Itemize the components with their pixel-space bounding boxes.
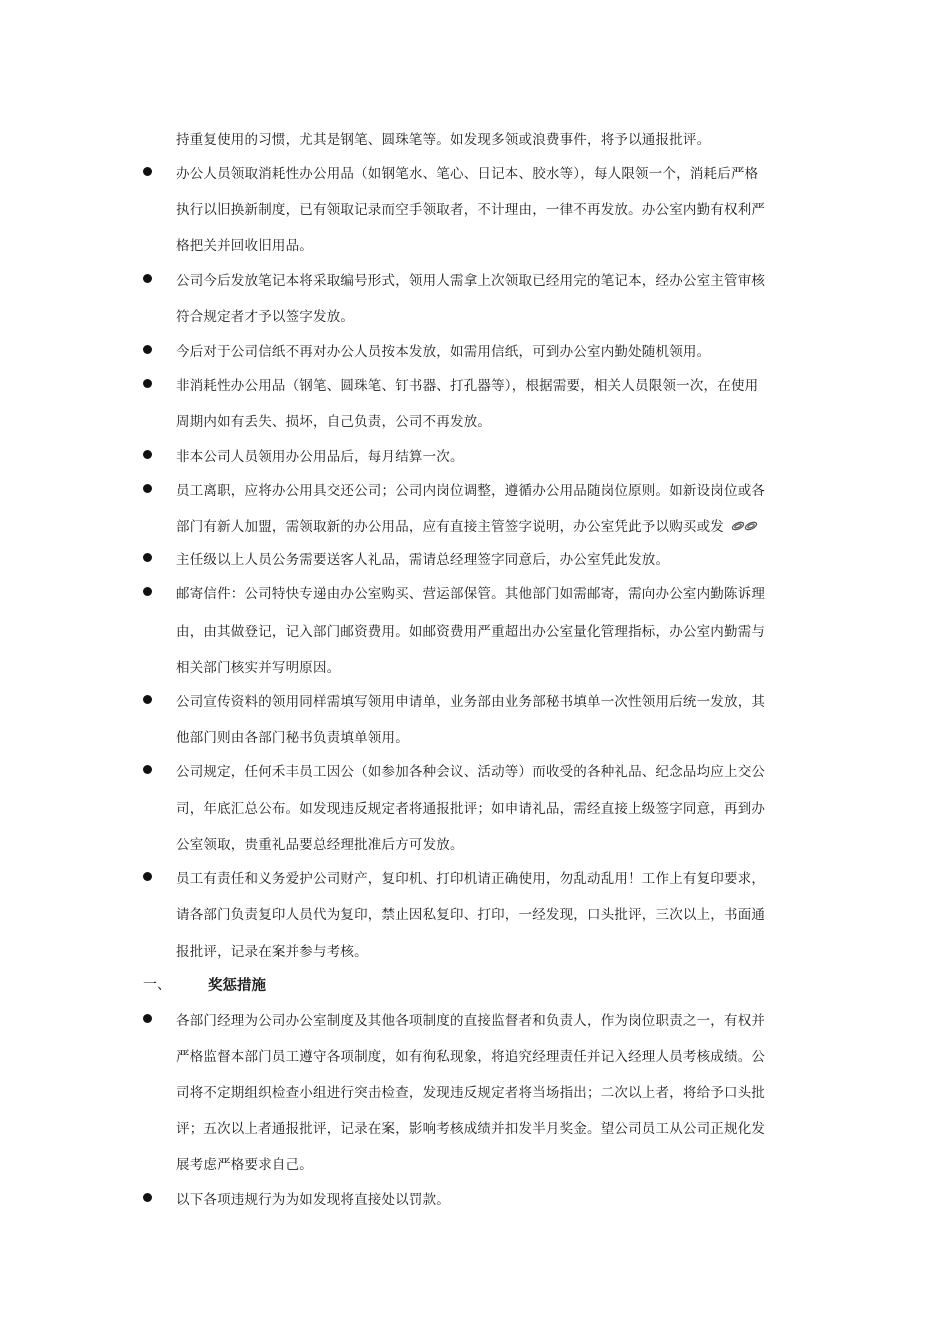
paragraph-line: 主任级以上人员公务需要送客人礼品，需请总经理签字同意后，办公室凭此发放。	[176, 552, 670, 568]
intro-line: 持重复使用的习惯，尤其是钢笔、圆珠笔等。如发现多领或浪费事件，将予以通报批评。	[176, 132, 711, 148]
paragraph-line: 严格监督本部门员工遵守各项制度，如有徇私现象，将追究经理责任并记入经理人员考核成绩。公	[176, 1049, 766, 1065]
paragraph-line: 评；五次以上者通报批评，记录在案，影响考核成绩并扣发半月奖金。望公司员工从公司正规化发	[176, 1121, 766, 1137]
paragraph-line: 部门有新人加盟，需领取新的办公用品，应有直接主管签字说明，办公室凭此予以购买或发	[176, 519, 724, 535]
bullet-marker	[143, 1193, 152, 1202]
paragraph-line: 公司规定，任何禾丰员工因公（如参加各种会议、活动等）而收受的各种礼品、纪念品均应上交公	[176, 764, 766, 780]
section-title: 奖惩措施	[208, 977, 266, 994]
bullet-marker	[143, 872, 152, 881]
paragraph-line: 以下各项违规行为为如发现将直接处以罚款。	[176, 1192, 450, 1208]
paragraph-line: 相关部门核实并写明原因。	[176, 660, 341, 676]
paragraph-line: 周期内如有丢失、损坏，自己负责，公司不再发放。	[176, 414, 492, 430]
paragraph-line: 他部门则由各部门秘书负责填单领用。	[176, 730, 409, 746]
paragraph-line: 执行以旧换新制度，已有领取记录而空手领取者，不计理由，一律不再发放。办公室内勤有权利严	[176, 202, 766, 218]
paragraph-line: 非本公司人员领用办公用品后，每月结算一次。	[176, 449, 464, 465]
paragraph-line: 员工有责任和义务爱护公司财产，复印机、打印机请正确使用，勿乱动乱用！工作上有复印要求，	[176, 871, 766, 887]
bullet-marker	[143, 695, 152, 704]
bullet-marker	[143, 379, 152, 388]
paperclip-icon	[730, 520, 760, 536]
paragraph-line: 报批评，记录在案并参与考核。	[176, 944, 368, 960]
paragraph-line: 今后对于公司信纸不再对办公人员按本发放，如需用信纸，可到办公室内勤处随机领用。	[176, 344, 711, 360]
paragraph-line: 公室领取，贵重礼品要总经理批准后方可发放。	[176, 837, 464, 853]
paragraph-line: 司将不定期组织检查小组进行突击检查，发现违反规定者将当场指出；二次以上者，将给予口头批	[176, 1085, 766, 1101]
paragraph-line: 办公人员领取消耗性办公用品（如钢笔水、笔心、日记本、胶水等），每人限领一个，消耗后严格	[176, 166, 759, 182]
paragraph-line: 请各部门负责复印人员代为复印，禁止因私复印、打印，一经发现，口头批评，三次以上，书面通	[176, 907, 766, 923]
bullet-marker	[143, 274, 152, 283]
paragraph-line: 非消耗性办公用品（钢笔、圆珠笔、钉书器、打孔器等），根据需要，相关人员限领一次，在使用	[176, 378, 759, 394]
paragraph-line: 司，年底汇总公布。如发现违反规定者将通报批评；如申请礼品，需经直接上级签字同意，再到办	[176, 801, 766, 817]
paragraph-line: 员工离职，应将办公用具交还公司；公司内岗位调整，遵循办公用品随岗位原则。如新设岗位或各	[176, 483, 766, 499]
paragraph-line: 格把关并回收旧用品。	[176, 238, 313, 254]
paragraph-line: 展考虑严格要求自己。	[176, 1157, 313, 1173]
bullet-marker	[143, 484, 152, 493]
section-number: 一、	[143, 977, 171, 993]
paragraph-line: 由，由其做登记，记入部门邮资费用。如邮资费用严重超出办公室量化管理指标，办公室内勤需与	[176, 624, 766, 640]
bullet-marker	[143, 1014, 152, 1023]
paragraph-line: 各部门经理为公司办公室制度及其他各项制度的直接监督者和负责人，作为岗位职责之一，有权并	[176, 1013, 766, 1029]
paragraph-line-with-clip	[176, 515, 760, 536]
bullet-marker	[143, 167, 152, 176]
paragraph-line: 公司宣传资料的领用同样需填写领用申请单，业务部由业务部秘书填单一次性领用后统一发放，其	[176, 694, 766, 710]
paragraph-line: 邮寄信件：公司特快专递由办公室购买、营运部保管。其他部门如需邮寄，需向办公室内勤陈诉理	[176, 586, 766, 602]
paragraph-line: 符合规定者才予以签字发放。	[176, 309, 355, 325]
bullet-marker	[143, 587, 152, 596]
bullet-marker	[143, 450, 152, 459]
bullet-marker	[143, 553, 152, 562]
bullet-marker	[143, 765, 152, 774]
paragraph-line: 公司今后发放笔记本将采取编号形式，领用人需拿上次领取已经用完的笔记本，经办公室主管审核	[176, 273, 766, 289]
bullet-marker	[143, 345, 152, 354]
